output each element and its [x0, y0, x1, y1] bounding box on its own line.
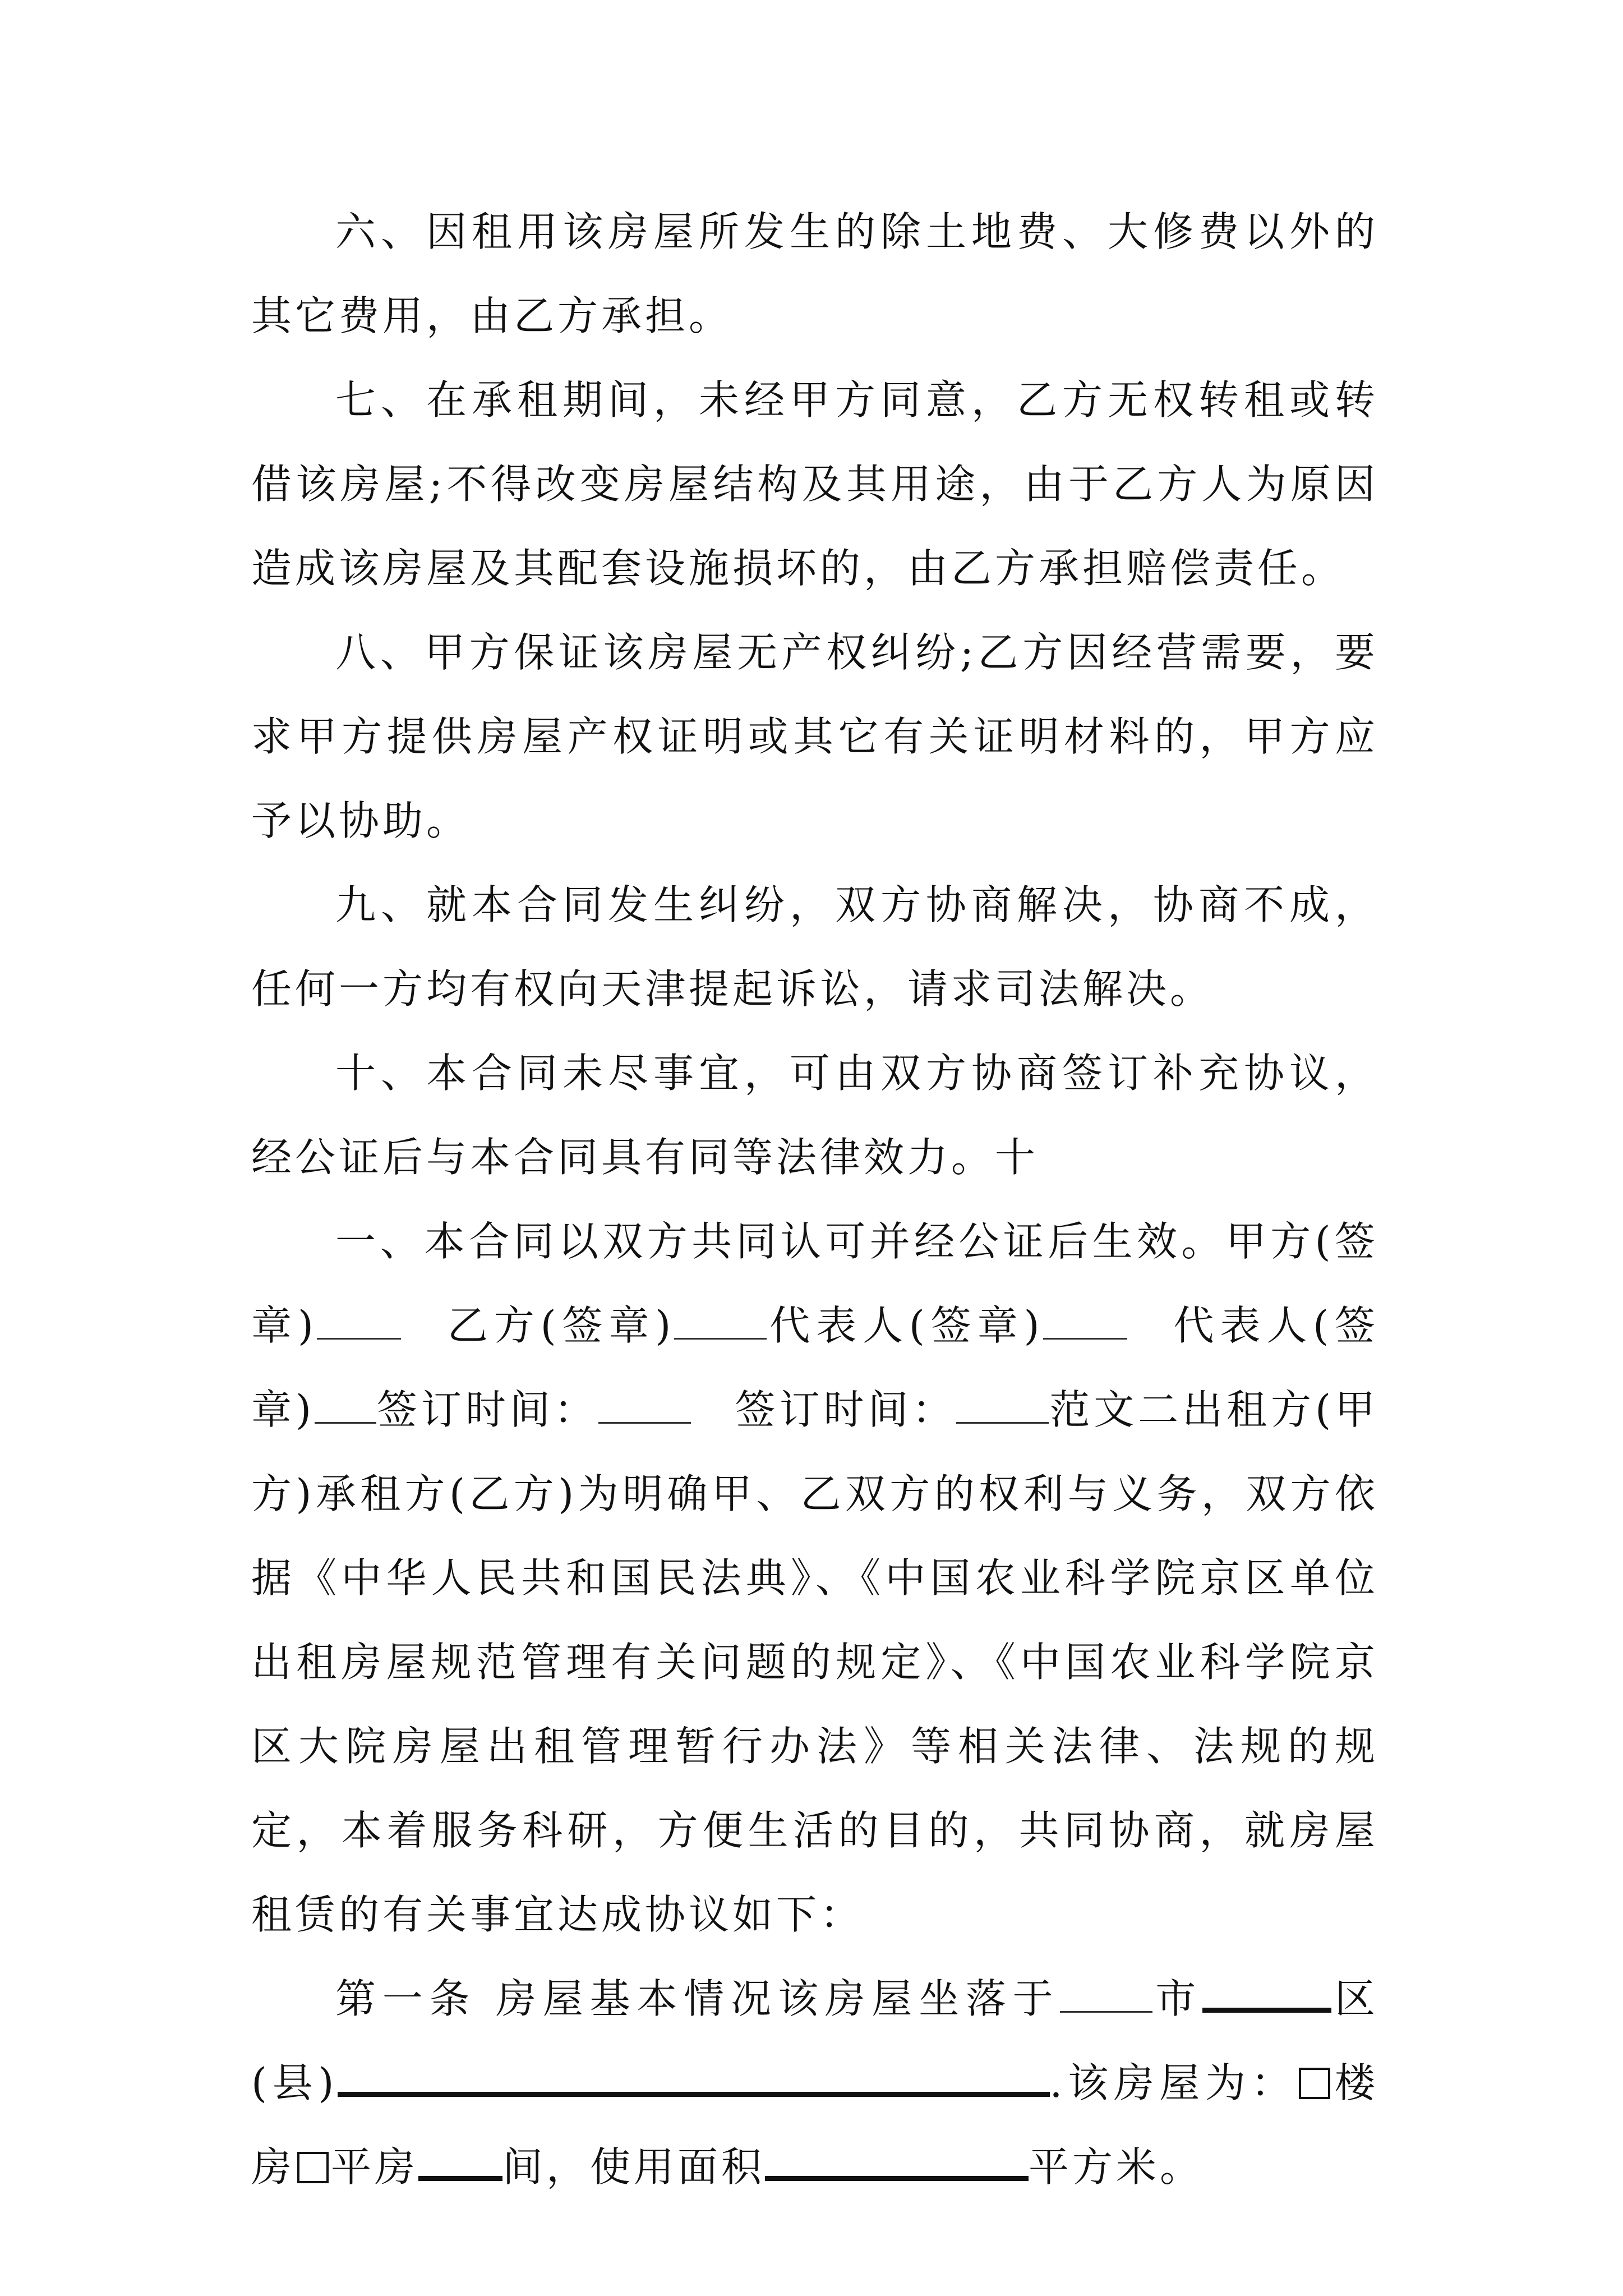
template-two-intro: 范文二出租方(甲方)承租方(乙方)为明确甲、乙双方的权利与义务，双方依据《中华人民共和国民法典》、《中国农业科学院京区单位出租房屋规范管理有关问题的规定》、《中国农业科学院京区大院房屋出租管理暂行办法》等相关法律、法规的规定，本着服务科研，方便生活的目的，共同协商，就房屋租赁的有关事宜达成协议如下： — [251, 1386, 1378, 1938]
party-a-signature-blank — [317, 1304, 401, 1340]
article-1-lead: 第一条 房屋基本情况该房屋坐落于 — [335, 1975, 1060, 2022]
clause-8: 八、甲方保证该房屋无产权纠纷;乙方因经营需要，要求甲方提供房屋产权证明或其它有关证明材料的，甲方应予以协助。 — [251, 629, 1378, 844]
clause-7: 七、在承租期间，未经甲方同意，乙方无权转租或转借该房屋;不得改变房屋结构及其用途，由于乙方人为原因造成该房屋及其配套设施损坏的，由乙方承担赔偿责任。 — [251, 376, 1378, 592]
article-1 — [251, 1957, 1378, 2209]
clause-10: 十、本合同未尽事宜，可由双方协商签订补充协议，经公证后与本合同具有同等法律效力。十 — [251, 1050, 1378, 1181]
address-blank — [338, 2057, 1050, 2097]
party-b-signature-blank — [674, 1304, 767, 1340]
representative-blank-2 — [315, 1388, 376, 1424]
clause-9: 九、就本合同发生纠纷，双方协商解决，协商不成，任何一方均有权向天津提起诉讼，请求司法解决。 — [251, 881, 1378, 1013]
signature-block — [251, 1199, 1378, 1957]
document-body — [251, 190, 1378, 2209]
city-label: 市 — [1152, 1975, 1203, 2022]
building-option-label: 楼房 — [251, 2059, 1378, 2191]
building-checkbox — [1299, 2068, 1330, 2099]
bungalow-option-label: 平房 — [331, 2143, 419, 2191]
sign-time-blank-2 — [956, 1388, 1049, 1424]
sign-time-label-2: 签订时间： — [734, 1386, 957, 1433]
area-blank — [765, 2141, 1029, 2181]
rooms-area-label: 间，使用面积 — [502, 2143, 766, 2191]
rooms-blank — [418, 2141, 502, 2181]
sign-time-label-1: 签订时间： — [376, 1386, 598, 1433]
district-blank — [1202, 1973, 1331, 2013]
bungalow-checkbox — [297, 2152, 329, 2183]
city-blank — [1060, 1977, 1152, 2013]
sign-time-blank-1 — [598, 1388, 691, 1424]
house-type-label: .该房屋为： — [1049, 2059, 1297, 2106]
representative-label-1: 代表人(签章) — [767, 1302, 1043, 1349]
party-b-label: 乙方(签章) — [444, 1302, 675, 1349]
district-label: 区(县) — [251, 1975, 1378, 2106]
area-unit: 平方米。 — [1029, 2143, 1204, 2191]
clause-6: 六、因租用该房屋所发生的除土地费、大修费以外的其它费用，由乙方承担。 — [251, 208, 1378, 339]
representative-blank-1 — [1043, 1304, 1127, 1340]
signature-intro: 一、本合同以双方共同认可并经公证后生效。甲方(签章) — [251, 1218, 1378, 1349]
representative-label-2: 代表人(签章) — [251, 1302, 1379, 1433]
